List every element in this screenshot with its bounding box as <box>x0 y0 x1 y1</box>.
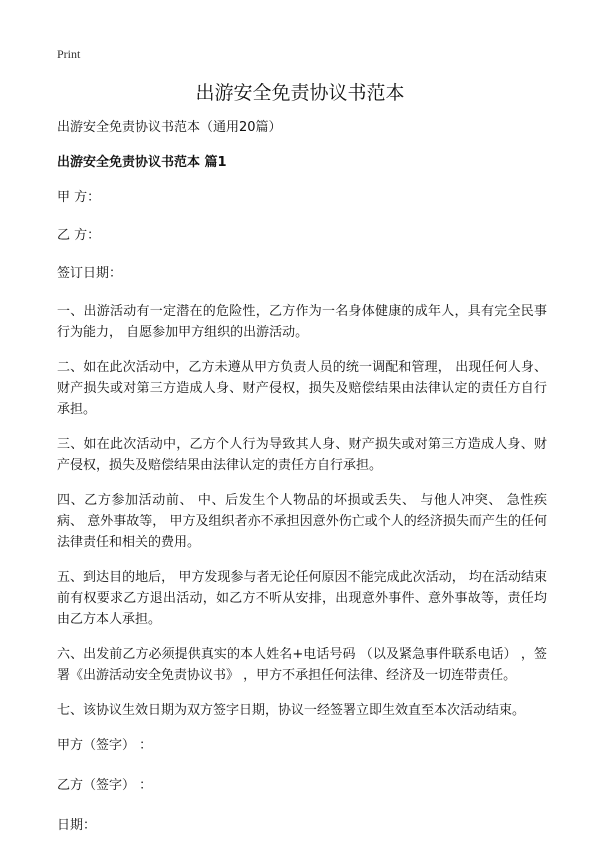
document-title: 出游安全免责协议书范本 <box>195 82 405 104</box>
party-b-signature: 乙方（签字） ： <box>57 778 153 793</box>
party-a-field: 甲 方： <box>57 190 101 205</box>
signature-date: 日期： <box>57 818 97 833</box>
clause-4: 四、乙方参加活动前、 中、后发生个人物品的坏损或丢失、 与他人冲突、 急性疾病、 意外事故等， 甲方及组织者亦不承担因意外伤亡或个人的经济损失而产生的任何法律责任和相关的费用。 <box>57 493 547 550</box>
print-link[interactable]: Print <box>57 47 81 61</box>
clause-3: 三、如在此次活动中，乙方个人行为导致其人身、财产损失或对第三方造成人身、财产侵权，损失及赔偿结果由法律认定的责任方自行承担。 <box>57 437 547 473</box>
party-a-signature: 甲方（签字） ： <box>57 738 153 753</box>
clause-6: 六、出发前乙方必须提供真实的本人姓名+电话号码 （以及紧急事件联系电话） ，签署《出游活动安全免责协议书》 ，甲方不承担任何法律、经济及一切连带责任。 <box>57 647 547 683</box>
document-body <box>57 117 547 855</box>
document-subtitle: 出游安全免责协议书范本（通用20篇） <box>57 120 282 135</box>
party-b-field: 乙 方： <box>57 228 101 243</box>
clause-1: 一、出游活动有一定潜在的危险性，乙方作为一名身体健康的成年人，具有完全民事行为能力， 自愿参加甲方组织的出游活动。 <box>57 304 547 340</box>
clause-7: 七、该协议生效日期为双方签字日期，协议一经签署立即生效直至本次活动结束。 <box>57 703 526 718</box>
clause-2: 二、如在此次活动中，乙方未遵从甲方负责人员的统一调配和管理， 出现任何人身、 财产损失或对第三方造成人身、财产侵权，损失及赔偿结果由法律认定的责任方自行承担。 <box>57 360 547 417</box>
sign-date-field: 签订日期： <box>57 266 123 281</box>
article-heading: 出游安全免责协议书范本 篇1 <box>57 155 227 170</box>
clause-5: 五、到达目的地后， 甲方发现参与者无论任何原因不能完成此次活动， 均在活动结束前有权要求乙方退出活动，如乙方不听从安排，出现意外事件、意外事故等，责任均由乙方本人承担。 <box>57 570 547 627</box>
